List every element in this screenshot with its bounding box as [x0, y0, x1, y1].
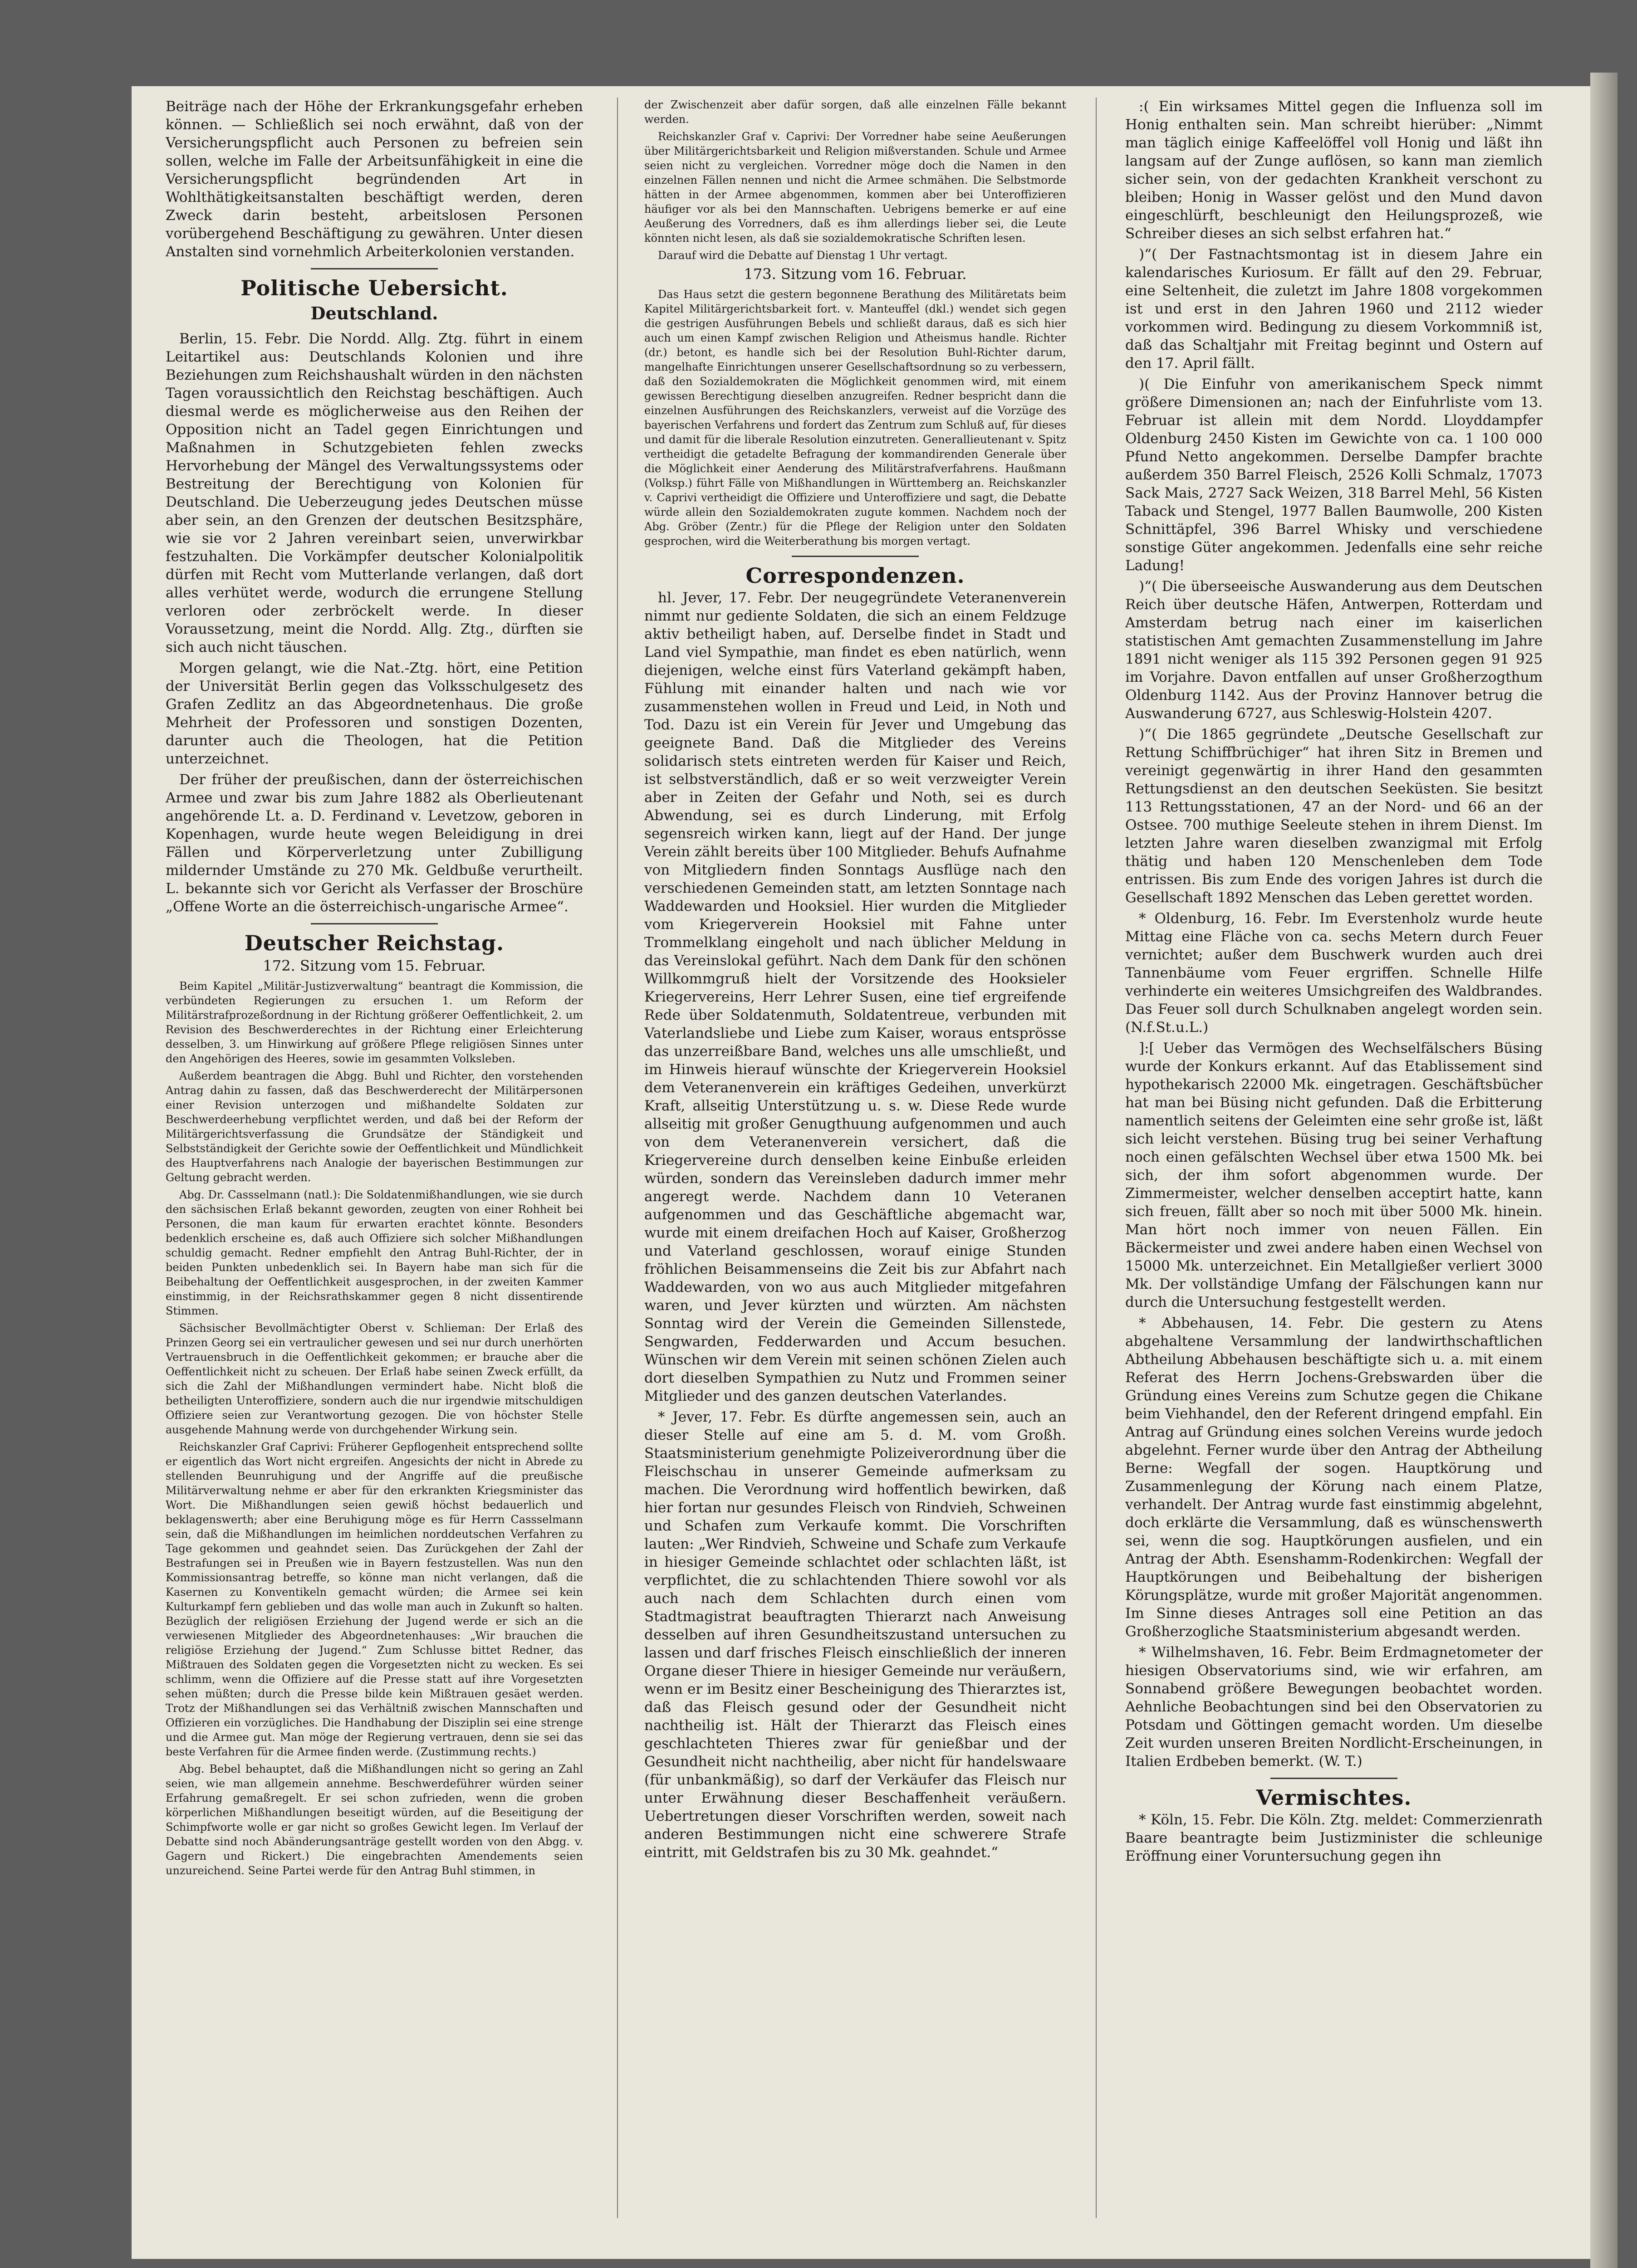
- article-text: Abg. Dr. Cassselmann (natl.): Die Soldatenmißhandlungen, wie sie durch den sächsischen Erlaß bekannt geworden, zeugten von einer Rohheit bei Personen, die man kaum für erwarten erachtet könnte. Besonders bedenklich erscheine es, daß auch Offiziere sich solcher Mißhandlungen schuldig gemacht. Redner empfiehlt den Antrag Buhl-Richter, der in beiden Punkten unbedenklich sei. In Bayern habe man sich für die Beibehaltung der Oeffentlichkeit ausgesprochen, in der zweiten Kammer einstimmig, in der Reichsrathskammer gegen 8 nicht dissentirende Stimmen.: [166, 1188, 583, 1317]
- page-edge: [1590, 73, 1617, 2268]
- newspaper-page: [132, 86, 1590, 2259]
- article-text: * Köln, 15. Febr. Die Köln. Ztg. meldet: Commerzienrath Baare beantragte beim Justizminister die schleunige Eröffnung einer Voruntersuchung gegen ihn: [1125, 1812, 1543, 1864]
- section-heading-correspondence: Correspondenzen.: [745, 563, 965, 588]
- session-heading: 172. Sitzung vom 15. Februar.: [263, 957, 486, 974]
- article-text: Berlin, 15. Febr. Die Nordd. Allg. Ztg. führt in einem Leitartikel aus: Deutschlands Kolonien und ihre Beziehungen zum Reichshaushalt würden in den nächsten Tagen voraussichtlich den Reichstag beschäftigen. Auch diesmal werde es möglicherweise aus den Reihen der Opposition nicht an Tadel gegen Einrichtungen und Maßnahmen in Schutzgebieten fehlen zwecks Hervorhebung der Mängel des Verwaltungssystems oder Bestreitung der Berechtigung von Kolonien für Deutschland. Die Ueberzeugung jedes Deutschen müsse aber sein, an den Grenzen der deutschen Besitzsphäre, wie sie vor 2 Jahren vereinbart seien, unverwirkbar festzuhalten. Die Vorkämpfer deutscher Kolonialpolitik dürfen mit Recht vom Mutterlande verlangen, daß dort alles verhütet werde, wodurch die errungene Stellung verloren oder zerbröckelt werde. In dieser Voraussetzung, meint die Nordd. Allg. Ztg., dürften sie sich auch nicht täuschen.: [166, 331, 583, 655]
- article-text: Darauf wird die Debatte auf Dienstag 1 Uhr vertagt.: [658, 249, 948, 262]
- article-text: * Abbehausen, 14. Febr. Die gestern zu Atens abgehaltene Versammlung der landwirthschaftlichen Abtheilung Abbehausen beschäftigte sich u. a. mit einem Referat des Herrn Jochens-Grebswarden über die Gründung eines Vereins zum Schutze gegen die Chikane beim Viehhandel, den der Referent dringend empfahl. Ein Antrag auf Gründung eines solchen Vereins wurde jedoch abgelehnt. Ferner wurde über den Antrag der Abtheilung Berne: Wegfall der sogen. Hauptkörung und Zusammenlegung der Körung nach einem Platze, verhandelt. Der Antrag wurde fast einstimmig abgelehnt, doch erklärte die Versammlung, daß es wünschenswerth sei, wenn die sog. Hauptkörungen ausfielen, und ein Antrag der Abth. Esenshamm-Rodenkirchen: Wegfall der Hauptkörungen und Beibehaltung der bisherigen Körungsplätze, wurde mit großer Majorität angenommen. Im Sinne dieses Antrages soll eine Petition an das Großherzogliche Staatsministerium abgesandt werden.: [1125, 1315, 1543, 1640]
- section-rule: [792, 556, 919, 557]
- article-text: :( Ein wirksames Mittel gegen die Influenza soll im Honig enthalten sein. Man schreibt hierüber: „Nimmt man täglich einige Kaffeelöffel voll Honig und läßt ihn langsam auf der Zunge auflösen, so kann man ziemlich sicher sein, von der gedachten Krankheit verschont zu bleiben; Honig in Wasser gelöst und den Mund davon eingeschlürft, beschleunigt den Heilungsprozeß, wie Schreiber dieses an sich selbst erfahren hat.“: [1125, 98, 1543, 242]
- article-text: Abg. Bebel behauptet, daß die Mißhandlungen nicht so gering an Zahl seien, wie man allgemein annehme. Beschwerdeführer würden seiner Erfahrung gemaßregelt. Er sei schon zufrieden, wenn die groben körperlichen Mißhandlungen beseitigt würden, auf die Beseitigung der Schimpfworte wolle er gar nicht so großes Gewicht legen. Im Verlauf der Debatte sind noch Abänderungsanträge gestellt worden von den Abgg. v. Gagern und Rickert.) Die eingebrachten Amendements seien unzureichend. Seine Partei werde für den Antrag Buhl stimmen, in: [166, 1763, 583, 1877]
- article-text: Beiträge nach der Höhe der Erkrankungsgefahr erheben können. — Schließlich sei noch erwähnt, daß von der Versicherungspflicht auch Personen zu befreien sein sollen, welche im Falle der Arbeitsunfähigkeit in eine die Versicherungspflicht begründenden Art in Wohlthätigkeitsanstalten beschäftigt werden, deren Zweck darin besteht, arbeitslosen Personen vorübergehend Beschäftigung zu gewähren. Unter diesen Anstalten sind vornehmlich Arbeiterkolonien verstanden.: [166, 98, 583, 260]
- article-text: ]:[ Ueber das Vermögen des Wechselfälschers Büsing wurde der Konkurs erkannt. Auf das Etablissement sind hypothekarisch 22000 Mk. eingetragen. Geschäftsbücher hat man bei Büsing nicht gefunden. Daß die Erbitterung namentlich seitens der Geleimten eine sehr große ist, läßt sich leicht verstehen. Büsing trug bei seiner Verhaftung noch einen gefälschten Wechsel über etwa 1500 Mk. bei sich, der ihm sofort abgenommen wurde. Der Zimmermeister, welcher denselben acceptirt hatte, kann sich freuen, fällt aber so noch mit über 5000 Mk. hinein. Man hört noch immer von neuen Fällen. Ein Bäckermeister und zwei andere haben einen Wechsel von 15000 Mk. unterzeichnet. Ein Metallgießer verliert 3000 Mk. Der vollständige Umfang der Fälschungen kann nur durch die Untersuchung festgestellt werden.: [1125, 1040, 1543, 1310]
- article-text: * Jever, 17. Febr. Es dürfte angemessen sein, auch an dieser Stelle auf eine am 5. d. M. vom Großh. Staatsministerium genehmigte Polizeiverordnung über die Fleischschau in unserer Gemeinde aufmerksam zu machen. Die Verordnung wird hoffentlich bewirken, daß hier fortan nur gesundes Fleisch von Rindvieh, Schweinen und Schafen zum Verkaufe kommt. Die Vorschriften lauten: „Wer Rindvieh, Schweine und Schafe zum Verkaufe in hiesiger Gemeinde schlachtet oder schlachten läßt, ist verpflichtet, die zu schlachtenden Thiere sowohl vor als auch nach dem Schlachten durch einen vom Stadtmagistrat beauftragten Thierarzt nach Anweisung desselben auf ihren Gesundheitszustand untersuchen zu lassen und darf frisches Fleisch einschließlich der inneren Organe dieser Thiere in hiesiger Gemeinde nur veräußern, wenn er im Besitz einer Bescheinigung des Thierarztes ist, daß das Fleisch gesund oder der Gesundheit nicht nachtheilig ist. Hält der Thierarzt das Fleisch eines geschlachteten Thieres zwar für genießbar und der Gesundheit nicht nachtheilig, aber nicht für handelswaare (für unbankmäßig), so darf der Verkäufer das Fleisch nur unter Erwähnung dieser Beschaffenheit veräußern. Uebertretungen dieser Vorschriften werden, soweit nach anderen Bestimmungen nicht eine schwerere Strafe eintritt, mit Geldstrafen bis zu 30 Mk. geahndet.“: [644, 1409, 1066, 1861]
- section-rule: [311, 923, 438, 924]
- article-text: )“( Die 1865 gegründete „Deutsche Gesellschaft zur Rettung Schiffbrüchiger“ hat ihren Sitz in Bremen und vereinigt gegenwärtig in ihrer Hand den gesammten Rettungsdienst an den deutschen Seeküsten. Sie besitzt 113 Rettungsstationen, 47 an der Nord- und 66 an der Ostsee. 700 muthige Seeleute stehen in ihrem Dienst. Im letzten Jahre waren dieselben zwanzigmal mit Erfolg thätig und haben 120 Menschenleben dem Tode entrissen. Bis zum Ende des vorigen Jahres ist durch die Gesellschaft 1892 Menschen das Leben gerettet worden.: [1125, 726, 1543, 906]
- article-text: Sächsischer Bevollmächtigter Oberst v. Schlieman: Der Erlaß des Prinzen Georg sei ein vertraulicher gewesen und sei nur durch unerhörten Vertrauensbruch in die Oeffentlichkeit gekommen; er brauche aber die Oeffentlichkeit nicht zu scheuen. Der Erlaß habe seinen Zweck erfüllt, da sich die Zahl der Mißhandlungen vermindert habe. Nicht bloß die betheiligten Unteroffiziere, sondern auch die nur irgendwie mitschuldigen Offiziere seien zur Verantwortung gezogen. Die von höchster Stelle ausgehende Mahnung werde von durchgehender Wirkung sein.: [166, 1322, 583, 1436]
- article-text: Das Haus setzt die gestern begonnene Berathung des Militäretats beim Kapitel Militärgerichtsbarkeit fort. v. Manteuffel (dkl.) wendet sich gegen die gestrigen Ausführungen Bebels und schließt daraus, daß es sich hier auch um einen Kampf zwischen Religion und Atheismus handle. Richter (dr.) betont, es handle sich bei der Resolution Buhl-Richter darum, mangelhafte Einrichtungen unserer Gesellschaftsordnung so zu verbessern, daß den Sozialdemokraten die Möglichkeit genommen wird, mit einem gewissen Berechtigung dieselben anzugreifen. Redner bespricht dann die einzelnen Ausführungen des Reichskanzlers, verweist auf die Vorzüge des bayerischen Verfahrens und fordert das Zentrum zum Schluß auf, für dieses und damit für die liberale Resolution einzutreten. Generallieutenant v. Spitz vertheidigt die getadelte Befragung der kommandirenden Generale über die Möglichkeit einer Aenderung des Militärstrafverfahrens. Haußmann (Volksp.) führt Fälle von Mißhandlungen in Württemberg an. Reichskanzler v. Caprivi vertheidigt die Offiziere und Unteroffiziere und sagt, die Debatte würde allein den Sozialdemokraten zugute kommen. Nachdem noch der Abg. Gröber (Zentr.) für die Pflege der Religion unter den Soldaten gesprochen, wird die Weiterberathung bis morgen vertagt.: [644, 288, 1066, 547]
- article-text: Beim Kapitel „Militär-Justizverwaltung“ beantragt die Kommission, die verbündeten Regierungen zu ersuchen 1. um Reform der Militärstrafprozeßordnung in der Richtung größerer Oeffentlichkeit, 2. um Revision des Beschwerderechtes in der Richtung einer Erleichterung desselben, 3. um Hinwirkung auf größere Pflege religiösen Sinnes unter den Angehörigen des Heeres, sowie im gesammten Volksleben.: [166, 980, 583, 1065]
- column-rule: [1096, 98, 1097, 2218]
- session-heading: 173. Sitzung vom 16. Februar.: [744, 265, 967, 283]
- article-text: Reichskanzler Graf v. Caprivi: Der Vorredner habe seine Aeußerungen über Militärgerichtsbarkeit und Religion mißverstanden. Schule und Armee seien nicht zu vergleichen. Vorredner möge doch die Namen in den einzelnen Fällen nennen und nicht die Armee schmähen. Die Selbstmorde hätten in der Armee abgenommen, kommen aber bei Unteroffizieren häufiger vor als bei den Mannschaften. Uebrigens bemerke er auf eine Aeußerung des Vorredners, daß es ihm allerdings lieber sei, die Leute könnten nicht lesen, als daß sie sozialdemokratische Schriften lesen.: [644, 130, 1066, 244]
- article-text: )( Die Einfuhr von amerikanischem Speck nimmt größere Dimensionen an; nach der Einfuhrliste vom 13. Februar ist allein mit dem Nordd. Lloyddampfer Oldenburg 2450 Kisten im Gewichte von ca. 1 100 000 Pfund Netto angekommen. Derselbe Dampfer brachte außerdem 350 Barrel Fleisch, 2526 Kolli Schmalz, 17073 Sack Mais, 2727 Sack Weizen, 318 Barrel Mehl, 56 Kisten Taback und Stengel, 1977 Ballen Baumwolle, 200 Kisten Schnittäpfel, 396 Barrel Whisky und verschiedene sonstige Güter angekommen. Jedenfalls eine sehr reiche Ladung!: [1125, 376, 1543, 574]
- article-text: * Wilhelmshaven, 16. Febr. Beim Erdmagnetometer der hiesigen Observatoriums sind, wie wir erfahren, am Sonnabend größere Bewegungen beobachtet worden. Aehnliche Beobachtungen sind bei den Observatorien zu Potsdam und Göttingen gemacht worden. Um dieselbe Zeit wurden unseren Breiten Nordlicht-Erscheinungen, in Italien Erdbeben bemerkt. (W. T.): [1125, 1644, 1543, 1769]
- article-text: Der früher der preußischen, dann der österreichischen Armee und zwar bis zum Jahre 1882 als Oberlieutenant angehörende Lt. a. D. Ferdinand v. Levetzow, geboren in Kopenhagen, wurde heute wegen Beleidigung in drei Fällen und Körperverletzung unter Zubilligung mildernder Umstände zu 270 Mk. Geldbuße verurtheilt. L. bekannte sich vor Gericht als Verfasser der Broschüre „Offene Worte an die österreichisch-ungarische Armee“.: [166, 772, 583, 915]
- column-rule: [617, 98, 618, 2218]
- article-text: hl. Jever, 17. Febr. Der neugegründete Veteranenverein nimmt nur gediente Soldaten, die sich an einem Feldzuge aktiv betheiligt haben, auf. Derselbe findet in Stadt und Land viel Sympathie, man findet es eben natürlich, wenn diejenigen, welche einst fürs Vaterland gekämpft haben, Fühlung mit einander halten und nach wie vor zusammenstehen wollen in Freud und Leid, in Noth und Tod. Dazu ist ein Verein für Jever und Umgebung das geeignete Band. Daß die Mitglieder des Vereins solidarisch stets eintreten werden für Kaiser und Reich, ist selbstverständlich, daß er so weit verzweigter Verein aber in Zeiten der Gefahr und Noth, sei es durch Abwendung, sei es durch Linderung, mit Erfolg segensreich wirken kann, liegt auf der Hand. Der junge Verein zählt bereits über 100 Mitglieder. Behufs Aufnahme von Mitgliedern finden Sonntags Ausflüge nach den verschiedenen Gemeinden statt, am letzten Sonntage nach Waddewarden und Hooksiel. Hier wurden die Mitglieder vom Kriegerverein Hooksiel mit Fahne unter Trommelklang eingeholt und nach üblicher Meldung in das Vereinslokal geführt. Nach dem Dank für den schönen Willkommgruß hielt der Vorsitzende des Hooksieler Kriegervereins, Herr Lehrer Susen, eine tief ergreifende Rede über Soldatenmuth, Soldatentreue, verbunden mit Vaterlandsliebe und Liebe zum Kaiser, woraus entsprösse das unzerreißbare Band, welches uns alle umschließt, und im Hinweis hierauf wünschte der Kriegerverein Hooksiel dem Veteranenverein ein kräftiges Gedeihen, unverkürzt Kraft, allseitig Unterstützung u. s. w. Diese Rede wurde allseitig mit großer Genugthuung aufgenommen und auch von dem Veteranenverein versichert, daß die Kriegervereine durch denselben keine Einbuße erleiden würden, sondern das Vereinsleben dadurch immer mehr angeregt werde. Nachdem dann 10 Veteranen aufgenommen und das Geschäftliche abgemacht war, wurde mit einem dreifachen Hoch auf Kaiser, Großherzog und Vaterland geschlossen, worauf einige Stunden fröhlichen Beisammenseins die Zeit bis zur Abfahrt nach Waddewarden, von wo aus auch Mitglieder mitgefahren waren, und Jever kürzten und würzten. Am nächsten Sonntag wird der Verein die Gemeinden Sillenstede, Sengwarden, Fedderwarden und Accum besuchen. Wünschen wir dem Verein mit seinen schönen Zielen auch dort dieselben Sympathien zu Nutz und Frommen seiner Mitglieder und des ganzen deutschen Vaterlandes.: [644, 590, 1066, 1404]
- article-text: * Oldenburg, 16. Febr. Im Everstenholz wurde heute Mittag eine Fläche von ca. sechs Metern durch Feuer vernichtet; außer dem Buschwerk wurden auch drei Tannenbäume vom Feuer ergriffen. Schnelle Hilfe verhinderte ein weiteres Umsichgreifen des Waldbrandes. Das Feuer soll durch Schulknaben angelegt worden sein. (N.f.St.u.L.): [1125, 910, 1543, 1036]
- section-rule: [311, 268, 438, 269]
- section-heading-reichstag: Deutscher Reichstag.: [244, 931, 505, 955]
- article-text: Morgen gelangt, wie die Nat.-Ztg. hört, eine Petition der Universität Berlin gegen das Volksschulgesetz des Grafen Zedlitz an das Abgeordnetenhaus. Die große Mehrheit der Professoren und sonstigen Dozenten, darunter auch die Theologen, hat die Petition unterzeichnet.: [166, 660, 583, 767]
- article-text: Reichskanzler Graf Caprivi: Früherer Gepflogenheit entsprechend sollte er eigentlich das Wort nicht ergreifen. Angesichts der nicht in Abrede zu stellenden Beunruhigung und der Angriffe auf die preußische Militärverwaltung nehme er aber für den erkrankten Kriegsminister das Wort. Die Mißhandlungen seien gewiß höchst bedauerlich und beklagenswerth; aber eine Beruhigung möge es für Herrn Cassselmann sein, daß die Mißhandlungen im heimlichen norddeutschen Verfahren zu Tage gekommen und geahndet seien. Das Zurückgehen der Zahl der Bestrafungen sei in Preußen wie in Bayern festzustellen. Was nun den Kommissionsantrag betreffe, so könne man nicht verlangen, daß die Kasernen zu Konventikeln gemacht würden; die Armee sei kein Kulturkampf fern geblieben und das wolle man auch in Zukunft so halten. Bezüglich der religiösen Erziehung der Jugend werde er sich an die verwiesenen Mitglieder des Abgeordnetenhauses: „Wir brauchen die religiöse Erziehung der Jugend.“ Zum Schlusse bittet Redner, das Mißtrauen des Soldaten gegen die Vorgesetzten nicht zu wecken. Es sei schlimm, wenn die Offiziere auf die Presse statt auf ihre Vorgesetzten sehen müßten; durch die Presse bilde kein Mißtrauen gesäet werden. Trotz der Mißhandlungen sei das Verhältniß zwischen Mannschaften und Offizieren ein vorzügliches. Die Handhabung der Disziplin sei eine strenge und die Armee gut. Man möge der Regierung vertrauen, denn sie sei das beste Verfahren für die Armee finden werde. (Zustimmung rechts.): [166, 1441, 583, 1758]
- article-text: Außerdem beantragen die Abgg. Buhl und Richter, den vorstehenden Antrag dahin zu fassen, daß das Beschwerderecht der Militärpersonen einer Revision unterzogen und mißhandelte Soldaten zur Beschwerdeerhebung verpflichtet werden, und daß bei der Reform der Militärgerichtsverfassung die Grundsätze der Ständigkeit und Selbstständigkeit der Gerichte sowie der Oeffentlichkeit und Mündlichkeit des Hauptverfahrens nach Analogie der bayerischen Bestimmungen zur Geltung gebracht werden.: [166, 1070, 583, 1184]
- subheading-germany: Deutschland.: [310, 303, 438, 323]
- article-text: der Zwischenzeit aber dafür sorgen, daß alle einzelnen Fälle bekannt werden.: [644, 98, 1066, 126]
- article-text: )“( Die überseeische Auswanderung aus dem Deutschen Reich über deutsche Häfen, Antwerpen, Rotterdam und Amsterdam betrug nach einer im kaiserlichen statistischen Amt gemachten Zusammenstellung im Jahre 1891 nicht weniger als 115 392 Personen gegen 91 925 im Vorjahre. Davon entfallen auf unser Großherzogthum Oldenburg 1142. Aus der Provinz Hannover betrug die Auswanderung 6727, aus Schleswig-Holstein 4207.: [1125, 578, 1543, 722]
- column-2: [644, 98, 1066, 2232]
- article-text: )“( Der Fastnachtsmontag ist in diesem Jahre ein kalendarisches Kuriosum. Er fällt auf den 29. Februar, eine Seltenheit, die zuletzt im Jahre 1808 vorgekommen ist und erst in den Jahren 1960 und 2112 wieder vorkommen wird. Bedingung zu diesem Vorkommniß ist, daß das Schaltjahr mit Freitag beginnt und Ostern auf den 17. April fällt.: [1125, 246, 1543, 371]
- section-heading-misc: Vermischtes.: [1256, 1785, 1412, 1810]
- section-rule: [1270, 1778, 1397, 1779]
- column-3: [1125, 98, 1543, 2232]
- column-1: [166, 98, 583, 2232]
- section-heading-politics: Politische Uebersicht.: [240, 276, 508, 300]
